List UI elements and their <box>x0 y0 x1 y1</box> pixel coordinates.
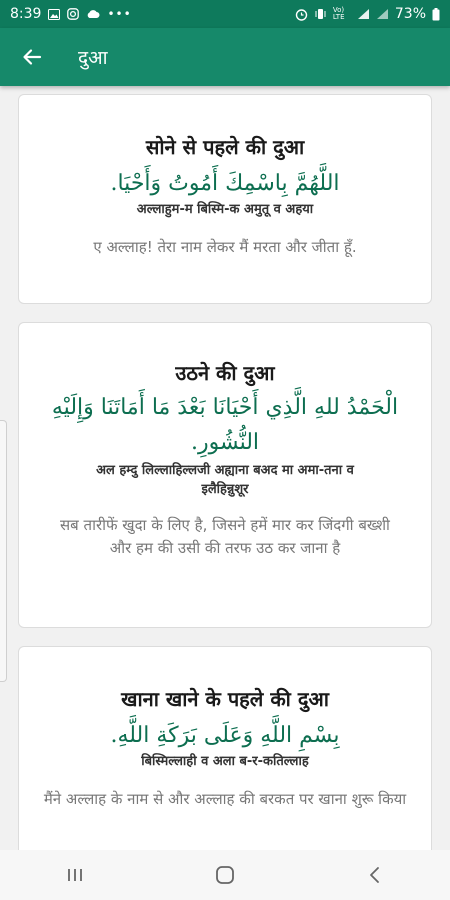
arrow-left-icon <box>22 47 42 67</box>
dua-title: उठने की दुआ <box>175 361 275 385</box>
recents-icon <box>66 867 84 883</box>
dua-title: सोने से पहले की दुआ <box>145 135 305 159</box>
status-time: 8:39 <box>10 6 42 22</box>
home-button[interactable] <box>195 850 255 900</box>
signal-icon <box>357 8 370 20</box>
dua-transliteration: अल हम्दु लिल्लाहिल्लजी अह्याना बअद मा अमा-तना व इलैहिन्नुशूर <box>96 463 354 498</box>
status-bar <box>0 0 450 28</box>
dua-arabic: بِسْمِ اللَّهِ وَعَلَى بَرَكَةِ اللَّهِ. <box>110 723 340 748</box>
status-left <box>10 6 132 22</box>
vibrate-icon <box>314 8 327 20</box>
dua-arabic: اللَّهُمَّ بِاسْمِكَ أَمُوتُ وَأَحْيَا. <box>110 171 340 196</box>
app-bar <box>0 28 450 86</box>
dua-transliteration: अल्लाहुम-म बिस्मि-क अमुतू व अहया <box>136 202 314 218</box>
dua-card-waking[interactable] <box>18 322 432 628</box>
dua-list[interactable] <box>0 86 450 850</box>
dua-meaning: ए अल्लाह! तेरा नाम लेकर मैं मरता और जीता हूँ. <box>93 238 357 257</box>
battery-text: 73% <box>394 6 426 22</box>
dua-meaning: मैंने अल्लाह के नाम से और अल्लाह की बरकत पर खाना शुरू किया <box>43 790 407 809</box>
dua-card-sleep[interactable] <box>18 94 432 304</box>
image-icon <box>48 9 60 20</box>
system-nav-bar <box>0 850 450 900</box>
dua-transliteration: बिस्मिल्लाही व अला ब-र-कतिल्लाह <box>141 754 309 770</box>
signal-icon <box>376 8 389 20</box>
edge-panel-handle[interactable] <box>0 420 7 682</box>
back-button[interactable] <box>0 28 64 86</box>
recents-button[interactable] <box>45 850 105 900</box>
dua-title: खाना खाने के पहले की दुआ <box>121 687 329 711</box>
status-right <box>295 6 440 22</box>
back-chevron-icon <box>368 866 382 884</box>
page-title: दुआ <box>78 47 108 69</box>
dua-meaning: सब तारीफें खुदा के लिए है, जिसने हमें मार कर जिंदगी बख्शी और हम की उसी की तरफ उठ कर जाना है <box>60 516 390 557</box>
dua-arabic: الْحَمْدُ للهِ الَّذِي أَحْيَانَا بَعْدَ مَا أَمَاتَنَا وَإِلَيْهِ النُّشُورِ. <box>51 395 399 456</box>
lte-label: Vo) LTE <box>332 6 345 21</box>
alarm-icon <box>295 8 308 21</box>
nav-back-button[interactable] <box>345 850 405 900</box>
home-icon <box>215 865 235 885</box>
more-icon: ••• <box>107 7 132 21</box>
cloud-icon <box>86 9 100 19</box>
instagram-icon <box>67 8 79 20</box>
dua-card-eating[interactable] <box>18 646 432 850</box>
battery-icon <box>432 8 440 21</box>
